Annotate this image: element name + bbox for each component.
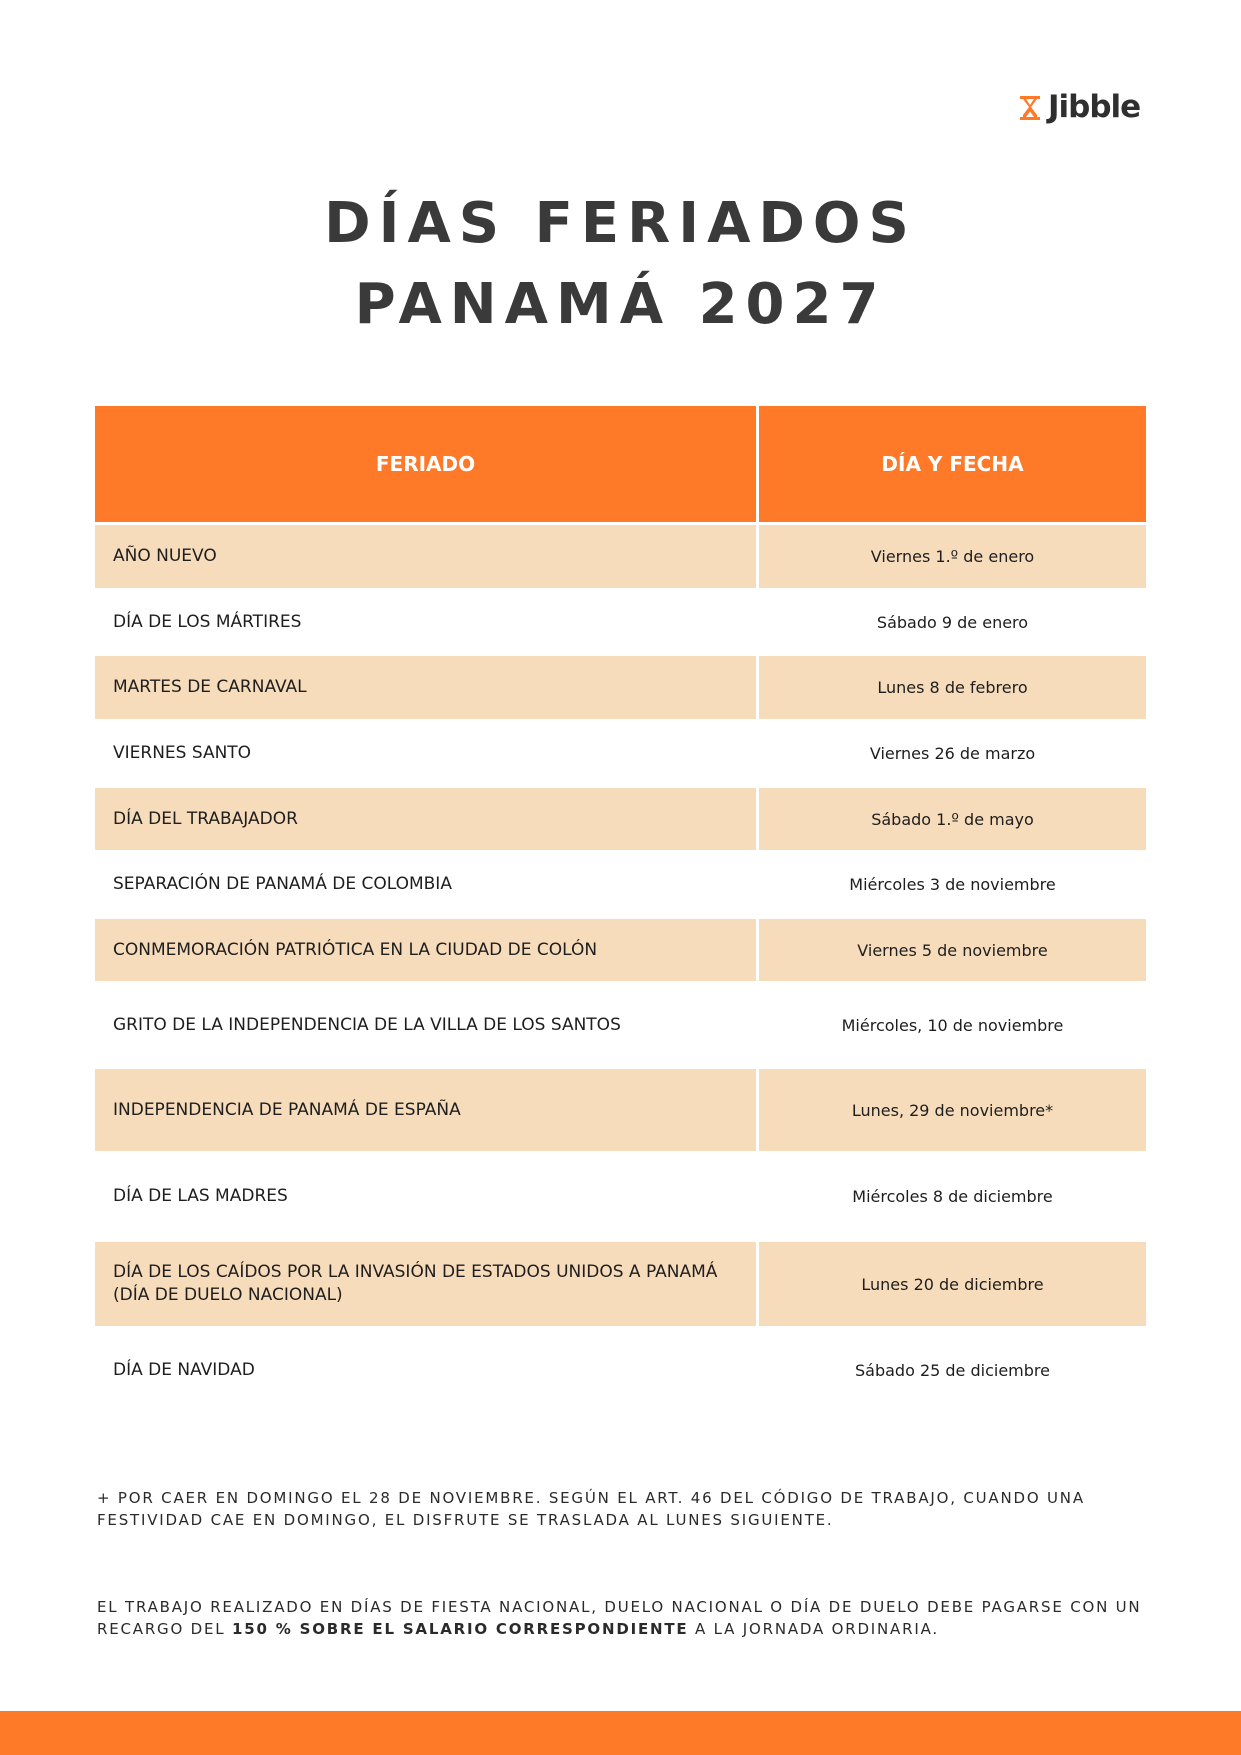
holiday-name: MARTES DE CARNAVAL xyxy=(95,656,756,719)
page-title xyxy=(0,183,1241,345)
holiday-date: Sábado 9 de enero xyxy=(876,612,1029,632)
holiday-name: INDEPENDENCIA DE PANAMÁ DE ESPAÑA xyxy=(95,1069,756,1151)
holiday-name: DÍA DE NAVIDAD xyxy=(113,1359,255,1380)
table-row xyxy=(95,1151,1146,1242)
table-row xyxy=(95,525,1146,588)
footnote-pay xyxy=(97,1596,1157,1640)
holiday-name: DÍA DEL TRABAJADOR xyxy=(95,788,756,850)
holiday-name: VIERNES SANTO xyxy=(113,743,252,763)
table-row xyxy=(95,719,1146,788)
holiday-date: Miércoles, 10 de noviembre xyxy=(841,1015,1064,1035)
holiday-name: DÍA DE LAS MADRES xyxy=(113,1186,288,1206)
page-title-line1: DÍAS FERIADOS xyxy=(324,191,917,256)
header-holiday: FERIADO xyxy=(95,406,756,522)
table-row xyxy=(95,588,1146,656)
holiday-date: Sábado 25 de diciembre xyxy=(855,1360,1050,1380)
holiday-date: Sábado 1.º de mayo xyxy=(759,788,1146,850)
brand-name: Jibble xyxy=(1048,89,1141,125)
table-row xyxy=(95,850,1146,919)
holiday-date: Viernes 26 de marzo xyxy=(869,744,1036,763)
footnote-pay-highlight: 150 % SOBRE EL SALARIO CORRESPONDIENTE xyxy=(232,1620,689,1638)
footer-bar xyxy=(0,1711,1241,1755)
holiday-table xyxy=(95,406,1146,1414)
holiday-name: CONMEMORACIÓN PATRIÓTICA EN LA CIUDAD DE COLÓN xyxy=(95,919,756,981)
holiday-date: Lunes 20 de diciembre xyxy=(759,1242,1146,1326)
brand-logo xyxy=(1018,89,1141,125)
table-row xyxy=(95,919,1146,981)
table-row xyxy=(95,981,1146,1069)
holiday-date: Miércoles 8 de diciembre xyxy=(852,1187,1053,1206)
holiday-date: Lunes 8 de febrero xyxy=(759,656,1146,719)
holiday-date: Viernes 5 de noviembre xyxy=(759,919,1146,981)
table-row xyxy=(95,1069,1146,1151)
table-row xyxy=(95,788,1146,850)
holiday-date: Miércoles 3 de noviembre xyxy=(849,875,1056,894)
holiday-date: Viernes 1.º de enero xyxy=(759,525,1146,588)
holiday-name: GRITO DE LA INDEPENDENCIA DE LA VILLA DE LOS SANTOS xyxy=(113,1014,621,1035)
holiday-name: AÑO NUEVO xyxy=(95,525,756,588)
footnote-sunday: + POR CAER EN DOMINGO EL 28 DE NOVIEMBRE. SEGÚN EL ART. 46 DEL CÓDIGO DE TRABAJO, CUANDO UNA FESTIVIDAD CAE EN DOMINGO, EL DISFRUTE SE TRASLADA AL LUNES SIGUIENTE. xyxy=(97,1489,1085,1529)
holiday-name: SEPARACIÓN DE PANAMÁ DE COLOMBIA xyxy=(113,874,452,894)
page-title-line2: PANAMÁ 2027 xyxy=(354,272,887,337)
header-date: DÍA Y FECHA xyxy=(759,406,1146,522)
footnote-pay-text-end: A LA JORNADA ORDINARIA. xyxy=(688,1620,939,1638)
table-row xyxy=(95,656,1146,719)
table-row xyxy=(95,1326,1146,1414)
footnote-pay-text: EL TRABAJO REALIZADO EN DÍAS DE FIESTA NACIONAL, DUELO NACIONAL O DÍA DE DUELO DEBE PAGARSE CON UN RECARGO DEL xyxy=(97,1598,1142,1638)
holiday-date: Lunes, 29 de noviembre* xyxy=(759,1069,1146,1151)
holiday-name: DÍA DE LOS CAÍDOS POR LA INVASIÓN DE ESTADOS UNIDOS A PANAMÁ (DÍA DE DUELO NACIONAL) xyxy=(95,1242,756,1326)
hourglass-icon xyxy=(1018,94,1042,122)
holiday-name: DÍA DE LOS MÁRTIRES xyxy=(113,611,302,632)
table-row xyxy=(95,1242,1146,1326)
table-header xyxy=(95,406,1146,522)
